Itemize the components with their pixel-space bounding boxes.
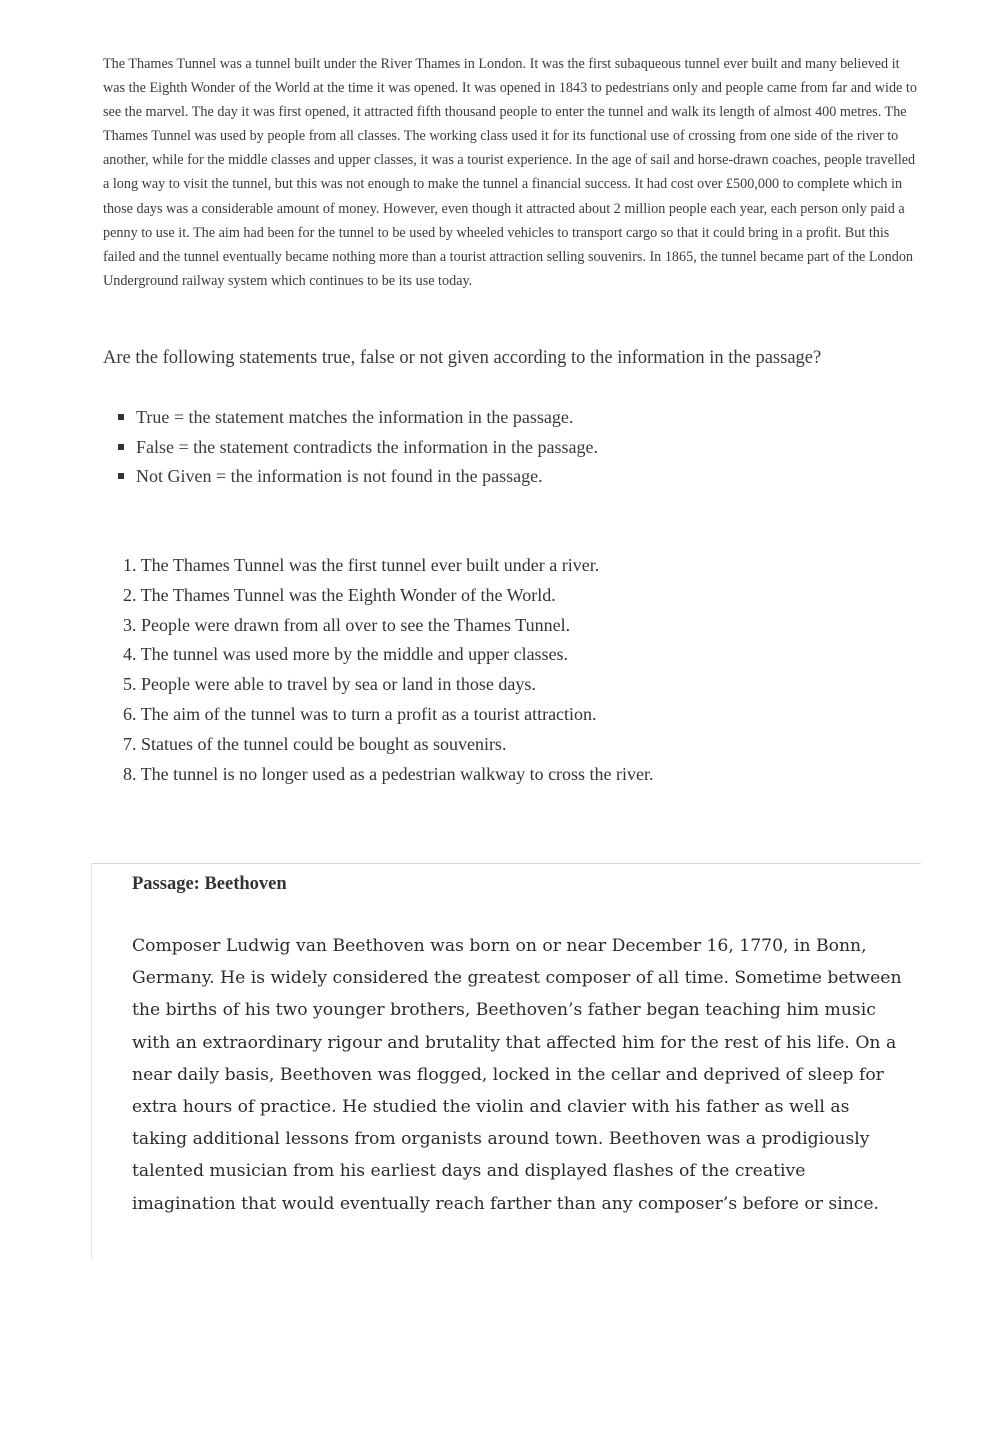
statement-item: 3. People were drawn from all over to see the Thames Tunnel.: [123, 614, 571, 635]
thames-passage: The Thames Tunnel was a tunnel built under the River Thames in London. It was the first subaqueous tunnel ever built and many believed it was the Eighth Wonder of the World at the time it was opened. It was opened in 1843 to pedestrians only and people came from far and wide to see the marvel. The day it was first opened, it attracted fifth thousand people to enter the tunnel and walk its length of almost 400 metres. The Thames Tunnel was used by people from all classes. The working class used it for its functional use of crossing from one side of the river to another, while for the middle classes and upper classes, it was a tourist experience. In the age of sail and horse-drawn coaches, people travelled a long way to visit the tunnel, but this was not enough to make the tunnel a financial success. It had cost over £500,000 to complete which in those days was a considerable amount of money. However, even though it attracted about 2 million people each year, each person only paid a penny to use it. The aim had been for the tunnel to be used by wheeled vehicles to transport cargo so that it could bring in a profit. But this failed and the tunnel eventually became nothing more than a tourist attraction selling souvenirs. In 1865, the tunnel became part of the London Underground railway system which continues to be its use today.: [103, 56, 917, 289]
statement-item: 1. The Thames Tunnel was the first tunnel ever built under a river.: [123, 555, 600, 575]
beethoven-title: Passage: Beethoven: [132, 874, 287, 894]
question-instruction: Are the following statements true, false or not given according to the information in the passage?: [103, 348, 822, 368]
answer-legend: [118, 403, 598, 492]
legend-not-given: Not Given = the information is not found in the passage.: [118, 462, 598, 492]
beethoven-text: Composer Ludwig van Beethoven was born on or near December 16, 1770, in Bonn, Germany. He is widely considered the greatest composer of all time. Sometime between the births of his two younger brothers, Beethoven’s father began teaching him music with an extraordinary rigour and brutality that affected him for the rest of his life. On a near daily basis, Beethoven was flogged, locked in the cellar and deprived of sleep for extra hours of practice. He studied the violin and clavier with his father as well as taking additional lessons from organists around town. Beethoven was a prodigiously talented musician from his earliest days and displayed flashes of the creative imagination that would eventually reach farther than any composer’s before or since.: [132, 936, 902, 1214]
statement-item: 8. The tunnel is no longer used as a pedestrian walkway to cross the river.: [123, 763, 654, 784]
statement-item: 7. Statues of the tunnel could be bought as souvenirs.: [123, 733, 507, 754]
statement-list: [123, 551, 654, 789]
beethoven-passage-box: [91, 863, 921, 1259]
legend-false: False = the statement contradicts the information in the passage.: [118, 433, 598, 463]
statement-item: 2. The Thames Tunnel was the Eighth Wonder of the World.: [123, 584, 556, 605]
statement-item: 6. The aim of the tunnel was to turn a profit as a tourist attraction.: [123, 703, 597, 724]
legend-true: True = the statement matches the information in the passage.: [118, 403, 598, 433]
statement-item: 4. The tunnel was used more by the middle and upper classes.: [123, 644, 569, 665]
statement-item: 5. People were able to travel by sea or land in those days.: [123, 674, 536, 695]
